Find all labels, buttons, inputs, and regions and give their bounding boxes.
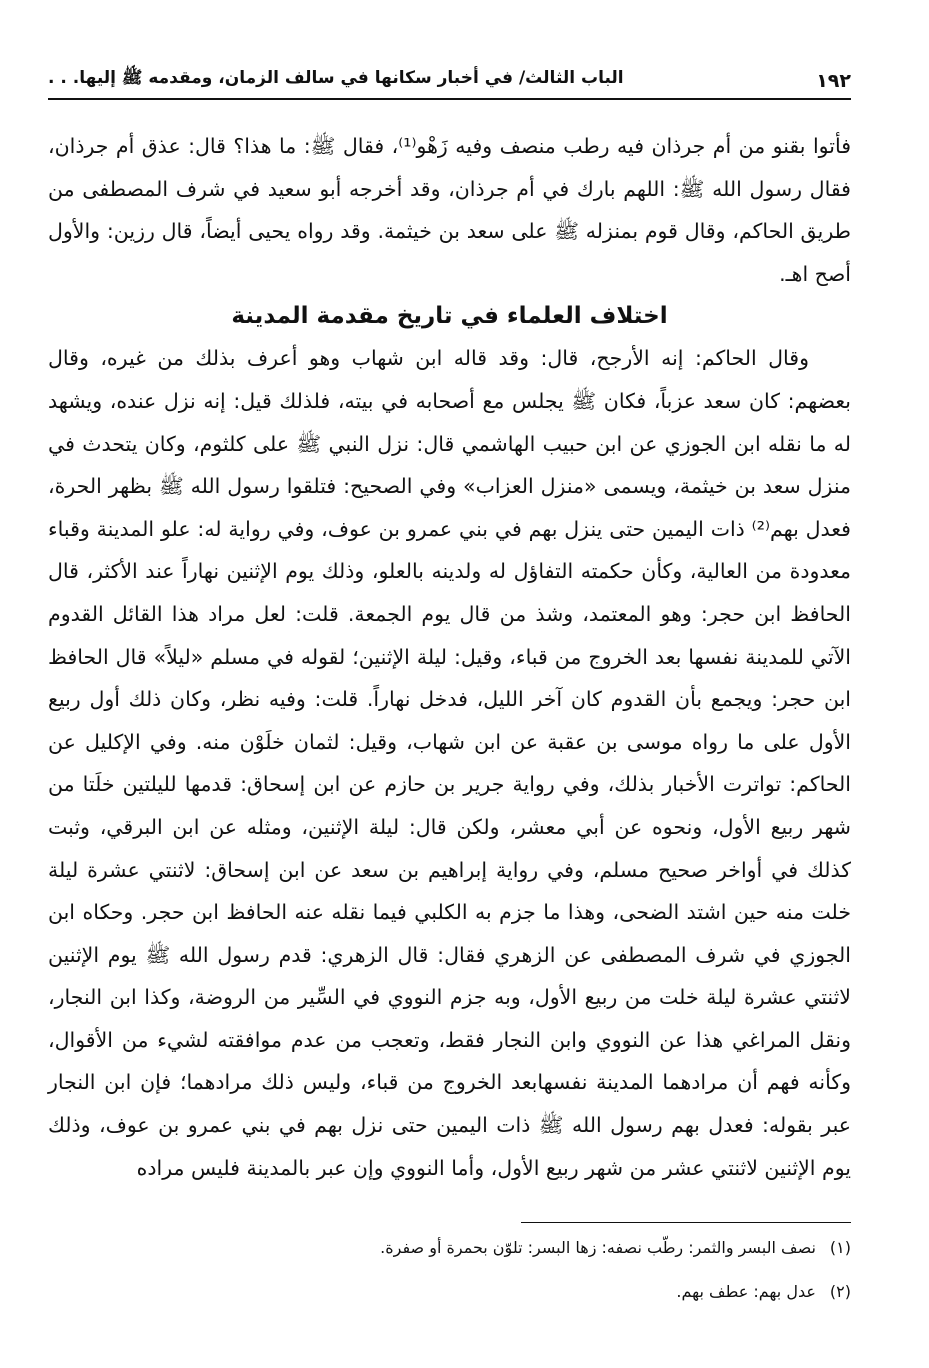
footnote-text: عدل بهم: عطف بهم. xyxy=(676,1282,816,1301)
paragraph-opening: فأتوا بقنو من أم جرذان فيه رطب منصف وفيه زَهْو⁽¹⁾، فقال ﷺ: ما هذا؟ قال: عذق أم جرذان، فقال رسول الله ﷺ: اللهم بارك في أم جرذان، وقد أخرجه أبو سعيد في شرف المصطفى من طريق الحاكم، وقال قوم بمنزله ﷺ على سعد بن خيثمة. وقد رواه يحيى أيضاً، قال رزين: والأول أصح اهـ. xyxy=(48,134,852,286)
page-number: ١٩٢ xyxy=(816,70,851,92)
paragraph-main: وقال الحاكم: إنه الأرجح، قال: وقد قاله ابن شهاب وهو أعرف بذلك من غيره، وقال بعضهم: كان سعد عزباً، فكان ﷺ يجلس مع أصحابه في بيته، فلذلك قيل: إنه نزل عنده، ويشهد له ما نقله ابن الجوزي عن ابن حبيب الهاشمي قال: نزل النبي ﷺ على كلثوم، وكان يتحدث في منزل سعد بن خيثمة، ويسمى «منزل العزاب» وفي الصحيح: فتلقوا رسول الله ﷺ بظهر الحرة، فعدل بهم⁽²⁾ ذات اليمين حتى ينزل بهم في بني عمرو بن عوف، وفي رواية له: علو المدينة وقباء معدودة من العالية، وكأن حكمته التفاؤل له ولدينه بالعلو، وذلك يوم الإثنين نهاراً عند الأكثر، قال الحافظ ابن حجر: وهو المعتمد، وشذ من قال يوم الجمعة. قلت: لعل مراد هذا القائل القدوم الآتي للمدينة نفسها بعد الخروج من قباء، وقيل: ليلة الإثنين؛ لقوله في مسلم «ليلاً» قال الحافظ ابن حجر: ويجمع بأن القدوم كان آخر الليل، فدخل نهاراً. قلت: وفيه نظر، وكان ذلك أول ربيع الأول على ما رواه موسى بن عقبة عن ابن شهاب، وقيل: لثمان خلَوْن منه. وفي الإكليل عن الحاكم: تواترت الأخبار بذلك، وفي رواية جرير بن حازم عن ابن إسحاق: قدمها لليلتين خلَتا من شهر ربيع الأول، ونحوه عن أبي معشر، ولكن قال: ليلة الإثنين، ومثله عن ابن البرقي، وثبت كذلك في أواخر صحيح مسلم، وفي رواية إبراهيم بن سعد عن ابن إسحاق: لاثنتي عشرة ليلة خلت منه حين اشتد الضحى، وهذا ما جزم به الكلبي فيما نقله عنه الحافظ ابن حجر. وحكاه ابن الجوزي في شرف المصطفى عن الزهري فقال: قال الزهري: قدم رسول الله ﷺ يوم الإثنين لاثنتي عشرة ليلة خلت من ربيع الأول، وبه جزم النووي في السِّير من الروضة، وكذا ابن النجار، ونقل المراغي هذا عن النووي وابن النجار فقط، وتعجب من عدم موافقته لشيء من الأقوال، وكأنه فهم أن مرادهما المدينة نفسهابعد الخروج من قباء، وليس ذلك مرادهما؛ فإن ابن النجار عبر بقوله: فعدل بهم رسول الله ﷺ ذات اليمين حتى نزل بهم في بني عمرو بن عوف، وذلك يوم الإثنين لاثنتي عشر من شهر ربيع الأول، وأما النووي وإن عبر بالمدينة فليس مراده xyxy=(48,346,851,1180)
footnote-number: (١) xyxy=(829,1238,851,1257)
footnote-1 xyxy=(48,1236,851,1260)
page-header xyxy=(48,58,851,100)
footnotes xyxy=(48,1236,851,1324)
section-heading: اختلاف العلماء في تاريخ مقدمة المدينة xyxy=(231,303,668,330)
footnote-divider xyxy=(521,1222,851,1223)
main-text xyxy=(48,125,851,1189)
running-title: الباب الثالث/ في أخبار سكانها في سالف الزمان، ومقدمه ﷺ إليها. . . xyxy=(48,68,624,88)
footnote-2 xyxy=(48,1280,851,1304)
footnote-text: نصف البسر والثمر: رطّب نصفه: زها البسر: تلوّن بحمرة أو صفرة. xyxy=(380,1238,816,1257)
footnote-number: (٢) xyxy=(829,1282,851,1301)
